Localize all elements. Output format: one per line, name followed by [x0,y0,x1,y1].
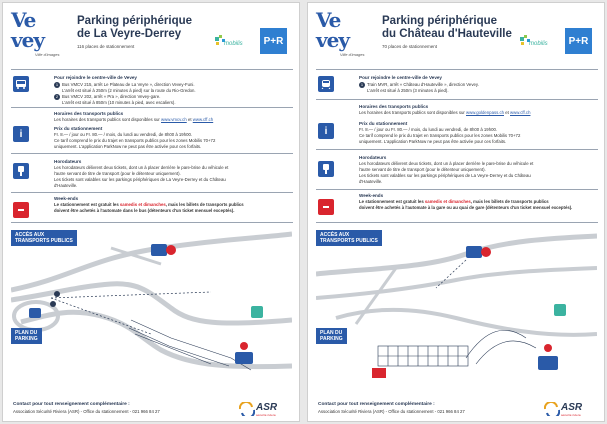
section-text-price [54,132,288,150]
map-label-plan: PLAN DU PARKING [11,328,42,344]
mobilis-text: mobilis [224,41,243,47]
vevey-logo [11,10,67,62]
price-line-1: Fr. 8.— / jour ou Fr. 80.— / mois, du lundi au vendredi, de 8h00 à 19h00. [54,132,193,137]
link-goldenpass[interactable]: www.goldenpass.ch [466,110,504,115]
section-text-schedules [54,117,288,123]
meters-line-1: Les horodateurs délivrent deux tickets, dont un à placer derrière le pare-brise du véhicule et [359,161,534,166]
mobilis-logo [519,33,551,51]
meters-line-4: d'Hauteville. [359,179,383,184]
footer [308,399,605,421]
section-heading-price: Prix du stationnement [54,126,103,131]
mobilis-logo [214,33,246,51]
price-line-3: uniquement. L'application ParkNow ne peut pas être activée pour ces forfaits. [54,144,202,149]
no-entry-icon [318,199,334,215]
meters-line-3: Les tickets sont valables sur les parkings périphériques de La Veyre-Derrey et du Château [54,177,226,182]
asr-logo-text: ASR [561,402,583,413]
price-line-1: Fr. 8.— / jour ou Fr. 80.— / mois, du lundi au vendredi, de 8h00 à 19h00. [359,127,498,132]
mobilis-text: mobilis [529,41,548,47]
places-count: 70 places de stationnement [382,44,438,49]
divider [316,222,598,223]
map-label-access: ACCÈS AUX TRANSPORTS PUBLICS [316,230,382,246]
number-1-icon: 1 [55,82,59,87]
park-and-ride-badge: P+R [565,28,592,54]
weekend-days: samedis et dimanches [424,199,471,204]
price-line-2: Ce tarif comprend le prix du trajet en transports publics pour les zones Mobilis 70+72 [54,138,216,143]
footer-contact: Association Sécurité Riviera (ASR) - Office du stationnement - 021 966 84 27 [318,409,465,414]
flyer-chateau-hauteville [307,2,605,422]
weekend-text-c: , mais les billets de transports publics [470,199,549,204]
section-heading-weekends: Week-ends [359,193,384,198]
map-drawing [316,228,597,391]
divider [316,189,598,190]
meters-line-2: l'autre servant de titre de transport (pour le détenteur uniquement). [54,171,181,176]
page-title-line1: Parking périphérique [382,15,498,27]
meters-line-1: Les horodateurs délivrent deux tickets, dont un à placer derrière le pare-brise du véhicule et [54,165,229,170]
section-heading-schedules: Horaires des transports publics [359,104,429,109]
weekend-text-a: Le stationnement est gratuit les [359,199,424,204]
asr-logo [544,401,592,417]
logo-subtitle: Ville d'images [35,52,60,57]
section-heading-price: Prix du stationnement [359,121,408,126]
logo-subtitle: Ville d'images [340,52,365,57]
logo-text-line1: Ve [11,8,36,32]
section-heading-access: Pour rejoindre le centre-ville de Vevey [359,75,442,80]
map-drawing [11,228,292,391]
bus-line-2: Bus VMCV 202, arrêt « Pra », direction Vevey-gare. [62,94,161,99]
page-title-line2: de La Veyre-Derrey [77,28,182,40]
footer [3,399,300,421]
page-title-line1: Parking périphérique [77,15,193,27]
number-1-icon: 1 [360,82,364,87]
bus-icon [13,76,29,92]
section-text-weekends [54,202,288,214]
flyer-header [308,3,605,67]
schedules-text: Les horaires des transports publics sont disponibles sur [54,117,160,122]
section-text-meters [359,161,593,185]
vevey-logo [316,10,372,62]
price-line-2: Ce tarif comprend le prix du trajet en transports publics pour les zones Mobilis 70+72 [359,133,521,138]
logo-text-line2: vey [316,28,349,52]
meters-line-2: l'autre servant de titre de transport (pour le détenteur uniquement). [359,167,486,172]
divider [316,99,598,100]
divider [11,192,293,193]
bus-line-1: Bus VMCV 215, arrêt Le Plateau de La Veyre », direction Vevey-Funi. [62,82,195,87]
bus-line-1-detail: L'arrêt est situé à 250m (2 minutes à pied) sur la route du Rio-Gredon. [62,88,196,93]
section-heading-schedules: Horaires des transports publics [54,111,124,116]
link-vmcv[interactable]: www.vmcv.ch [161,117,187,122]
no-entry-icon [13,202,29,218]
map-chateau-hauteville [316,228,597,391]
price-line-3: uniquement. L'application ParkNow ne peut pas être activée pour ces forfaits. [359,139,507,144]
logo-text-line2: vey [11,28,44,52]
schedules-text: Les horaires des transports publics sont disponibles sur [359,110,465,115]
logo-text-line1: Ve [316,8,341,32]
section-heading-weekends: Week-ends [54,196,79,201]
number-2-icon: 2 [55,94,59,99]
section-heading-meters: Horodateurs [359,155,387,160]
parking-meter-icon [13,163,29,179]
info-icon: i [13,126,29,142]
weekend-text-c: , mais les billets de transports publics [165,202,244,207]
parking-meter-icon [318,161,334,177]
section-text-access [54,82,288,106]
section-text-access [359,82,593,94]
section-heading-meters: Horodateurs [54,159,82,164]
divider [316,149,598,150]
places-count: 116 places de stationnement [77,44,135,49]
section-text-weekends [359,199,593,211]
train-icon [318,76,334,92]
divider [11,153,293,154]
section-text-schedules [359,110,593,116]
footer-heading: Contact pour tout renseignement complémentaire : [318,402,435,407]
weekend-days: samedis et dimanches [119,202,166,207]
footer-contact: Association Sécurité Riviera (ASR) - Office du stationnement - 021 966 84 27 [13,409,160,414]
weekend-text-a: Le stationnement est gratuit les [54,202,119,207]
map-label-access: ACCÈS AUX TRANSPORTS PUBLICS [11,230,77,246]
map-veyre-derrey [11,228,292,391]
map-label-plan: PLAN DU PARKING [316,328,347,344]
bus-line-2-detail: L'arrêt est situé à 850m (10 minutes à pied, avec escaliers). [62,100,176,105]
weekend-line-2: doivent être achetés à l'automate dans le bus (détenteurs d'un ticket mensuel exceptés). [54,208,235,213]
section-heading-access: Pour rejoindre le centre-ville de Vevey [54,75,137,80]
train-line-1: Train MVR, arrêt « Château d'Hauteville », direction Vevey. [367,82,479,87]
footer-heading: Contact pour tout renseignement complémentaire : [13,402,130,407]
page-title-line2: du Château d'Hauteville [382,28,512,40]
flyer-header [3,3,300,67]
train-line-1-detail: L'arrêt est situé à 250m (3 minutes à pied). [367,88,449,93]
and-text: et [505,110,509,115]
meters-line-4: d'Hauteville. [54,183,78,188]
info-icon: i [318,123,334,139]
asr-tagline: sécurité riviera [561,413,581,417]
meters-line-3: Les tickets sont valables sur les parkings périphériques de La Veyre-Derrey et du Château [359,173,531,178]
asr-logo [239,401,287,417]
weekend-line-2: doivent être achetés à l'automate à la gare ou au quai de gare (détenteurs d'un ticket mensuel exceptés). [359,205,573,210]
section-text-meters [54,165,288,189]
and-text: et [187,117,192,122]
divider [316,69,598,70]
asr-tagline: sécurité riviera [256,413,276,417]
park-and-ride-badge: P+R [260,28,287,54]
flyer-veyre-derrey [2,2,300,422]
asr-logo-text: ASR [256,402,278,413]
divider [11,222,293,223]
divider [11,107,293,108]
link-cff[interactable]: www.cff.ch [192,117,214,122]
section-text-price [359,127,593,145]
divider [11,69,293,70]
link-cff[interactable]: www.cff.ch [510,110,531,115]
